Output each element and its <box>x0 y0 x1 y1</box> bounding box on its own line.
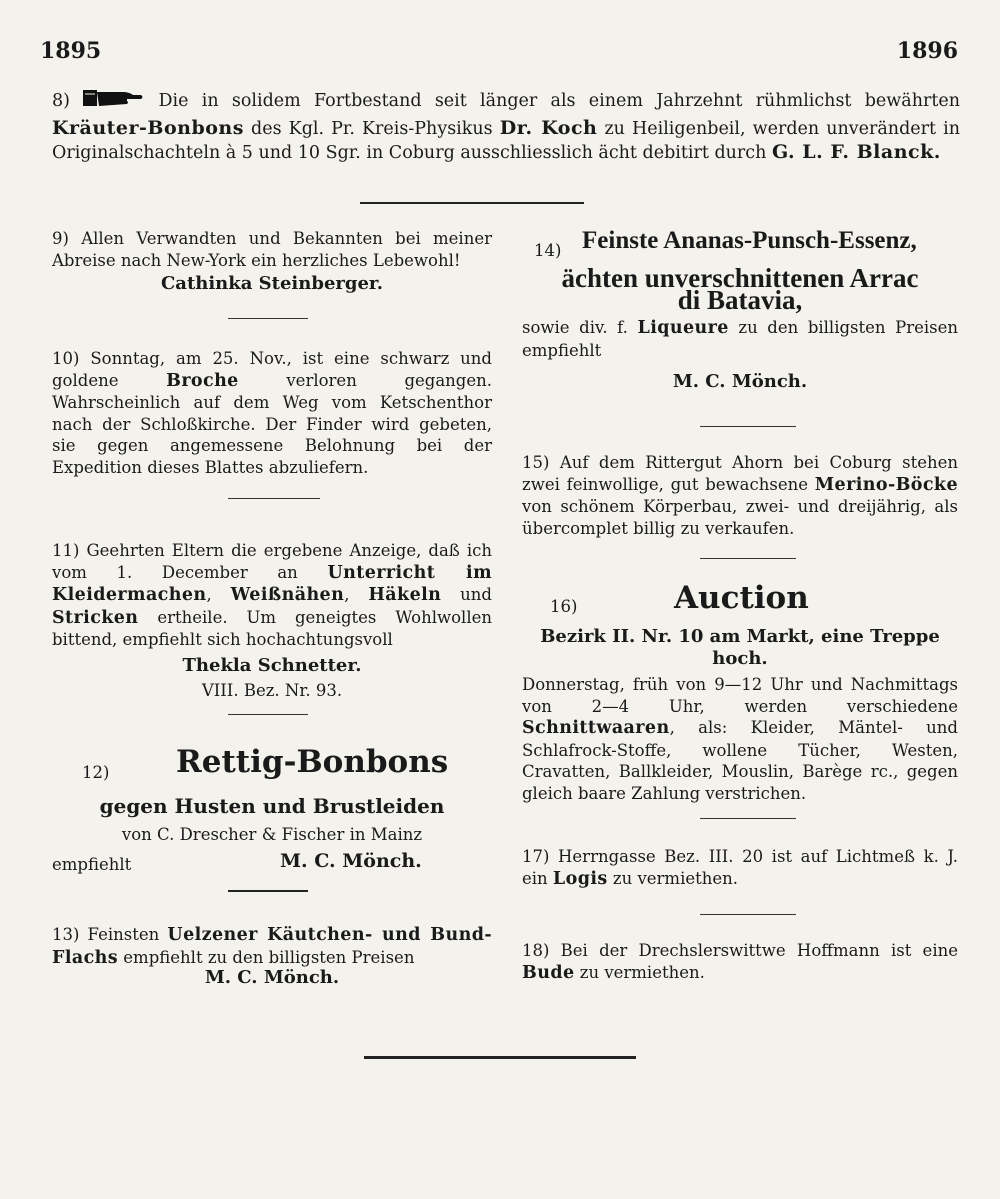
ad-15 <box>522 452 958 539</box>
ad-11-course-4: Stricken <box>52 607 139 628</box>
ad-13-text-1: 13) Feinsten <box>52 925 160 944</box>
ad-17-text-1: 17) Herrngasse Bez. III. 20 ist auf Lichtmeß k. J. ein <box>522 847 958 888</box>
ad-8-seller: G. L. F. Blanck. <box>771 141 941 163</box>
ad-8-number: 8) <box>52 91 70 111</box>
ad-9-text: 9) Allen Verwandten und Bekannten bei meiner Abreise nach New-York ein herzliches Lebewohl! <box>52 229 492 270</box>
ad-8-doctor: Dr. Koch <box>499 117 598 139</box>
ad-17 <box>522 846 958 890</box>
ad-16-title-row <box>522 580 958 626</box>
ad-12-title-row <box>52 744 492 792</box>
separator-14 <box>700 426 796 427</box>
ad-18-text-2: zu vermiethen. <box>579 962 705 982</box>
ad-12-subtitle: gegen Husten und Brustleiden <box>99 794 445 818</box>
page-end-rule <box>364 1056 636 1059</box>
ad-12-signature-row <box>52 851 492 879</box>
ad-12-title: Rettig-Bonbons <box>176 744 449 780</box>
ad-15-text-1: 15) Auf dem Rittergut Ahorn bei Coburg stehen zwei feinwollige, gut bewachsene <box>522 453 958 494</box>
ad-13-text-2: empfiehlt zu den billigsten Preisen <box>123 947 415 967</box>
ad-17-text-2: zu vermiethen. <box>612 868 739 888</box>
ad-14-title-1: Feinste Ananas-Punsch-Essenz, <box>582 227 917 254</box>
ad-10-item: Broche <box>166 370 239 391</box>
ad-11-text-5: ertheile. Um geneigtes Wohlwollen bittend, empfiehlt sich hochachtungsvoll <box>52 607 492 649</box>
ad-18-item: Bude <box>522 962 575 983</box>
separator-10 <box>228 498 320 499</box>
ad-12-signature: M. C. Mönch. <box>280 850 422 872</box>
ad-11-course-3: Häkeln <box>368 585 442 605</box>
ad-12-maker: von C. Drescher & Fischer in Mainz <box>121 824 423 844</box>
ad-14-product: Liqueure <box>637 318 729 338</box>
ad-12-number: 12) <box>82 763 110 782</box>
separator-17 <box>700 914 796 915</box>
ad-10-text-2: verloren gegangen. Wahrscheinlich auf dem Weg vom Ketschenthor nach der Schloßkirche. Der Finder wird gebeten, sie gegen angemessene Belohnung bei der Expedition dieses Blattes abzuliefern. <box>52 370 492 477</box>
ad-10 <box>52 348 492 478</box>
ad-14 <box>522 228 958 393</box>
ad-18 <box>522 940 958 984</box>
ad-16-goods: Schnittwaaren <box>522 718 670 738</box>
ad-9 <box>52 228 492 295</box>
ad-11 <box>52 540 492 702</box>
ad-16-text-1: Donnerstag, früh von 9—12 Uhr und Nachmittags von 2—4 Uhr, werden verschiedene <box>522 675 958 716</box>
ad-11-course: Unterricht im Kleidermachen <box>52 562 493 605</box>
ad-8-text-3: zu Heiligenbeil, werden unverändert in Originalschachteln à 5 und 10 Sgr. in Coburg ausschliesslich ächt debitirt durch <box>52 119 960 163</box>
ad-8-product: Kräuter-Bonbons <box>52 117 244 139</box>
ad-16-location: Bezirk II. Nr. 10 am Markt, eine Treppe hoch. <box>540 626 940 669</box>
ad-11-course-2: Weißnähen <box>230 585 345 605</box>
ad-14-title-row <box>522 228 958 266</box>
ad-16-text-2: , als: Kleider, Mäntel- und Schlafrock-Stoffe, wollene Tücher, Westen, Cravatten, Ballkleider, Mouslin, Barège rc., gegen gleich baare Zahlung verstrichen. <box>522 718 958 803</box>
ad-11-and: und <box>460 585 492 604</box>
ad-11-comma-2: , <box>344 585 350 604</box>
separator-11 <box>228 714 308 715</box>
ad-18-text-1: 18) Bei der Drechslerswittwe Hoffmann ist eine <box>522 941 958 960</box>
separator-16 <box>700 818 796 819</box>
ad-12-pre: empfiehlt <box>52 855 132 874</box>
ad-14-title-2: ächten unverschnittenen Arrac <box>561 263 919 293</box>
ad-14-text-1: sowie div. f. <box>522 318 628 337</box>
ad-16 <box>522 580 958 804</box>
ad-12 <box>52 744 492 879</box>
ad-8 <box>52 86 960 165</box>
separator-8 <box>360 202 584 204</box>
ad-16-title: Auction <box>674 580 809 616</box>
ad-16-number: 16) <box>550 597 578 616</box>
ad-14-number: 14) <box>534 241 562 260</box>
separator-12 <box>228 890 308 892</box>
ad-8-text-1: Die in solidem Fortbestand seit länger als einem Jahrzehnt rühmlichst bewährten <box>158 91 960 111</box>
ad-16-body <box>522 674 958 804</box>
page-number-left: 1895 <box>40 38 102 64</box>
ad-14-title-3: di Batavia, <box>677 284 803 315</box>
ad-14-text-2: zu den billigsten Preisen empfiehlt <box>522 318 958 360</box>
ad-14-signature: M. C. Mönch. <box>672 371 808 392</box>
ad-9-signature: Cathinka Steinberger. <box>160 273 384 294</box>
pointing-hand-icon <box>83 86 145 117</box>
ad-15-text-2: von schönem Körperbau, zwei- und dreijährig, als übercomplet billig zu verkaufen. <box>522 497 958 538</box>
ad-13-signature: M. C. Mönch. <box>204 967 340 988</box>
ad-8-text-2: des Kgl. Pr. Kreis-Physikus <box>251 119 493 139</box>
page-number-right: 1896 <box>896 38 958 64</box>
separator-9 <box>228 318 308 319</box>
ad-11-text-1: 11) Geehrten Eltern die ergebene Anzeige, daß ich vom 1. December an <box>52 541 492 582</box>
ad-13 <box>52 924 492 989</box>
separator-15 <box>700 558 796 559</box>
ad-10-text-1: 10) Sonntag, am 25. Nov., ist eine schwarz und goldene <box>52 349 492 390</box>
ad-14-body <box>522 317 958 361</box>
ad-17-item: Logis <box>552 868 608 889</box>
ad-11-address: VIII. Bez. Nr. 93. <box>201 681 343 700</box>
ad-11-signature: Thekla Schnetter. <box>182 654 362 676</box>
ad-15-product: Merino-Böcke <box>814 474 958 495</box>
ad-11-comma-1: , <box>206 585 212 604</box>
ad-13-product: Uelzener Käutchen- und Bund-Flachs <box>52 925 492 968</box>
